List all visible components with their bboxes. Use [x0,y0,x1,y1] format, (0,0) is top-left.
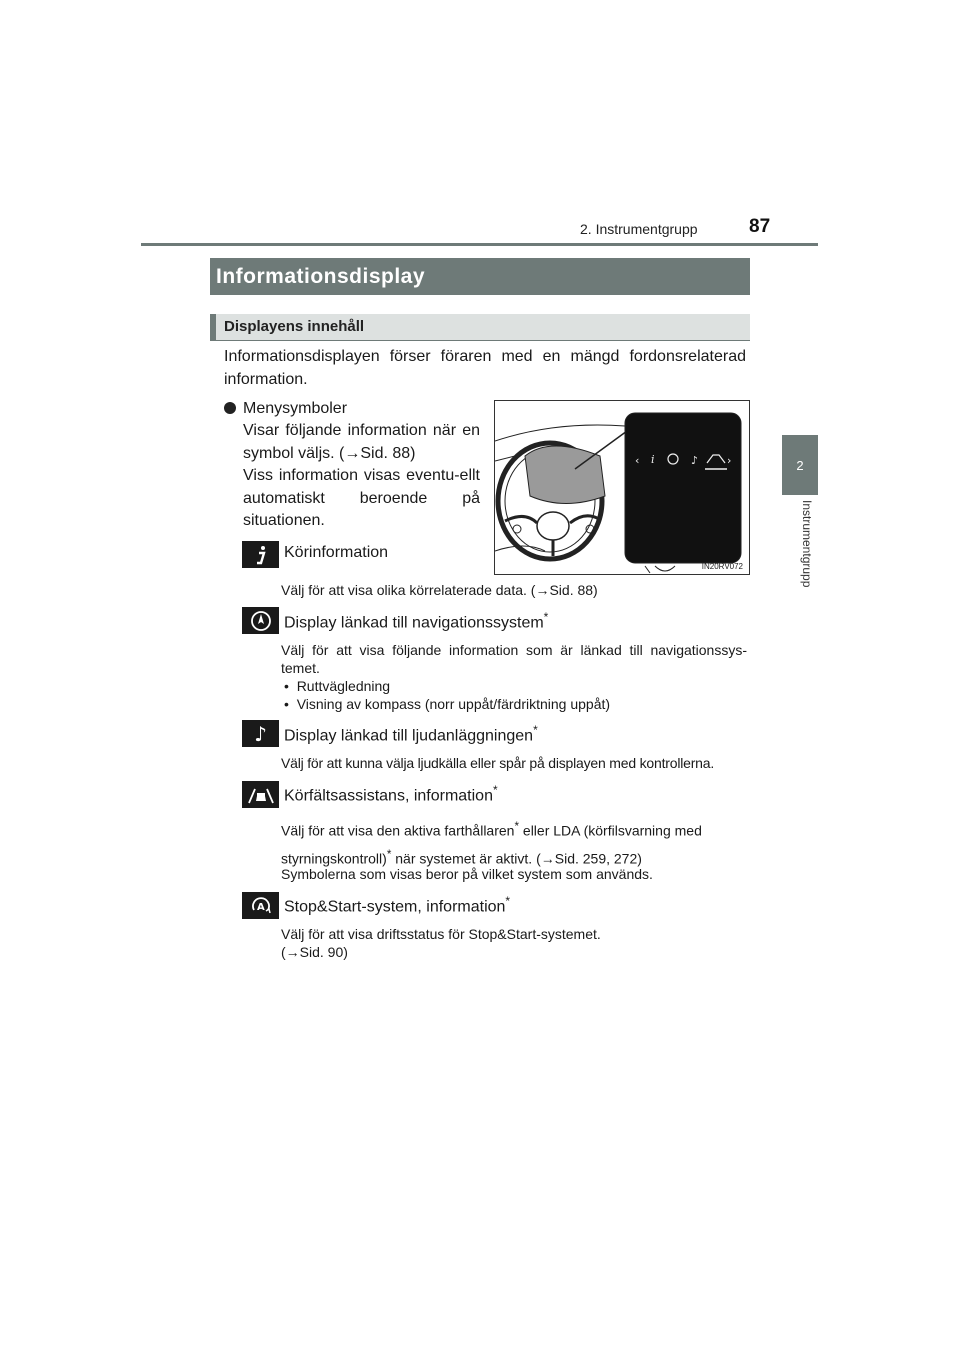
asterisk-mark: * [386,847,392,861]
steering-wheel-illustration [495,401,750,575]
item-title-stop-start [284,894,510,916]
item-title-stop-start-text: Stop&Start-system, information [284,898,506,916]
item-desc-lane-assist-2: Symbolerna som visas beror på vilket system som används. [281,866,653,882]
lane-desc-part-b: eller LDA (körfilsvarning med [519,822,702,839]
chapter-tab [782,435,818,495]
lane-desc-part-a: Välj för att visa den aktiva farthållaren [281,822,515,839]
bullet-line-2: Viss information visas eventu-ellt automatiskt beroende på situationen. [243,467,480,529]
item-title-lane-assist [284,783,498,805]
navigation-icon [242,607,279,634]
lane-desc-part-d: när systemet är aktivt. (→Sid. 259, 272) [391,850,642,867]
section-title: Informationsdisplay [210,258,750,295]
item-title-driving-info: Körinformation [284,544,389,561]
bullet-body [243,420,480,533]
asterisk-mark: * [492,783,498,797]
header-rule [141,243,818,246]
item-desc-audio: Välj för att kunna välja ljudkälla eller spår på displayen med kontrollerna. [281,755,715,771]
sub-bullet-2: • Visning av kompass (norr uppåt/färdriktning uppåt) [284,696,611,712]
running-header-section: 2. Instrumentgrupp [580,221,698,237]
item-desc-lane-assist [281,815,751,870]
info-icon [242,541,279,568]
sub-bullet-2-text: Visning av kompass (norr uppåt/färdriktning uppåt) [296,696,611,712]
page-number: 87 [749,216,771,237]
bullet-line-1: Visar följande information när en symbol väljs. (→Sid. 88) [243,422,480,462]
chapter-tab-label: Instrumentgrupp [800,500,814,588]
asterisk-mark: * [533,723,538,737]
item-title-navigation [284,610,548,632]
item-desc-stop-start: Välj för att visa driftsstatus för Stop&Start-systemet. [281,926,601,942]
svg-text:i: i [651,453,655,466]
stop-start-icon [242,892,279,919]
item-title-audio-text: Display länkad till ljudanläggningen [284,727,534,745]
dashboard-illustration [494,400,750,575]
item-desc-driving-info: Välj för att visa olika körrelaterade data. (→Sid. 88) [281,582,598,598]
sub-bullet-1: • Ruttvägledning [284,678,391,694]
svg-text:♪: ♪ [691,454,699,467]
item-title-navigation-text: Display länkad till navigationssystem [284,614,544,632]
lane-desc-part-c: styrningskontroll) [281,850,387,867]
bullet-dot-icon [224,402,236,414]
lane-assist-icon [242,781,279,808]
item-desc-stop-start-2: (→Sid. 90) [281,944,348,960]
music-note-icon: ♪ [242,720,279,747]
item-title-audio [284,723,538,745]
item-desc-navigation: Välj för att visa följande information som är länkad till navigationssys-temet. [281,642,747,676]
bullet-heading [224,397,347,420]
intro-paragraph: Informationsdisplayen förser föraren med en mängd fordonsrelaterad information. [224,348,746,388]
figure-code: IN20RV072 [701,562,743,571]
asterisk-mark: * [543,610,549,624]
sub-bullet-1-text: Ruttvägledning [296,678,391,694]
asterisk-mark: * [514,820,520,833]
item-title-lane-assist-text: Körfältsassistans, information [284,787,493,805]
asterisk-mark: * [505,894,511,908]
svg-text:›: › [727,454,732,467]
subheading: Displayens innehåll [224,318,365,335]
subheading-bar [210,314,750,341]
bullet-heading-text: Menysymboler [243,400,348,417]
chapter-tab-number: 2 [796,457,804,473]
svg-text:A: A [256,901,265,913]
svg-text:‹: ‹ [635,454,640,467]
